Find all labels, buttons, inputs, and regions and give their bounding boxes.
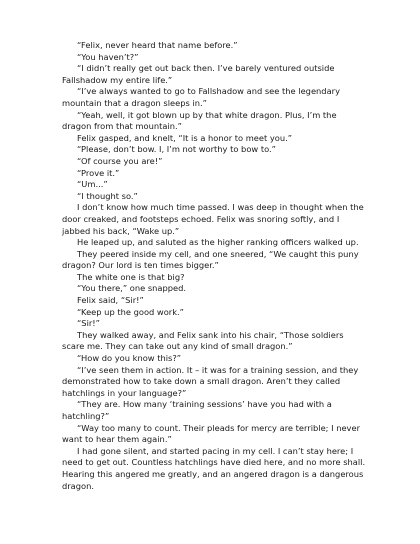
paragraph: “I’ve always wanted to go to Fallshadow and see the legendary mountain that a dragon sleeps in.”	[62, 86, 340, 108]
body-text	[62, 40, 366, 492]
paragraph: “They are. How many ‘training sessions’ have you had with a hatchling?”	[62, 399, 332, 421]
paragraph: “Um...”	[77, 179, 108, 190]
paragraph: “Of course you are!”	[77, 155, 163, 166]
paragraph: He leaped up, and saluted as the higher ranking officers walked up.	[77, 237, 359, 248]
paragraph: “I thought so.”	[77, 190, 138, 201]
paragraph: “Please, don’t bow. I, I’m not worthy to bow to.”	[77, 144, 276, 155]
paragraph: They peered inside my cell, and one sneered, “We caught this puny dragon? Our lord is ten times bigger.”	[62, 248, 359, 271]
paragraph: Felix said, “Sir!”	[77, 295, 144, 306]
paragraph: I had gone silent, and started pacing in my cell. I can’t stay here; I need to get out. Countless hatchlings have died here, and no more shall. Hearing this angered me greatly, and an angered dragon is a dangerous dragon.	[62, 445, 366, 491]
paragraph: I don’t know how much time passed. I was deep in thought when the door creaked, and footsteps echoed. Felix was snoring softly, and I jabbed his back, “Wake up.”	[62, 202, 364, 236]
paragraph: “Sir!”	[77, 318, 100, 329]
paragraph: “Yeah, well, it got blown up by that white dragon. Plus, I’m the dragon from that mountain.”	[62, 109, 337, 132]
paragraph: “You haven’t?”	[77, 51, 139, 62]
paragraph: They walked away, and Felix sank into his chair, “Those soldiers scare me. They can take out any kind of small dragon.”	[62, 329, 344, 352]
paragraph: “I’ve seen them in action. It – it was for a training session, and they demonstrated how to take down a small dragon. Aren’t they called hatchlings in your language?”	[62, 364, 359, 398]
paragraph: Felix gasped, and knelt, “It is a honor to meet you.”	[77, 132, 293, 143]
paragraph: “Keep up the good work.”	[77, 306, 184, 317]
paragraph: “I didn’t really get out back then. I’ve barely ventured outside Fallshadow my entire life.”	[62, 63, 335, 85]
paragraph: “You there,” one snapped.	[77, 283, 187, 294]
paragraph: “Felix, never heard that name before.”	[77, 40, 238, 50]
paragraph: “Prove it.”	[77, 167, 120, 178]
paragraph: “Way too many to count. Their pleads for mercy are terrible; I never want to hear them again.”	[62, 422, 360, 445]
paragraph: The white one is that big?	[77, 271, 185, 282]
paragraph: “How do you know this?”	[77, 353, 182, 364]
